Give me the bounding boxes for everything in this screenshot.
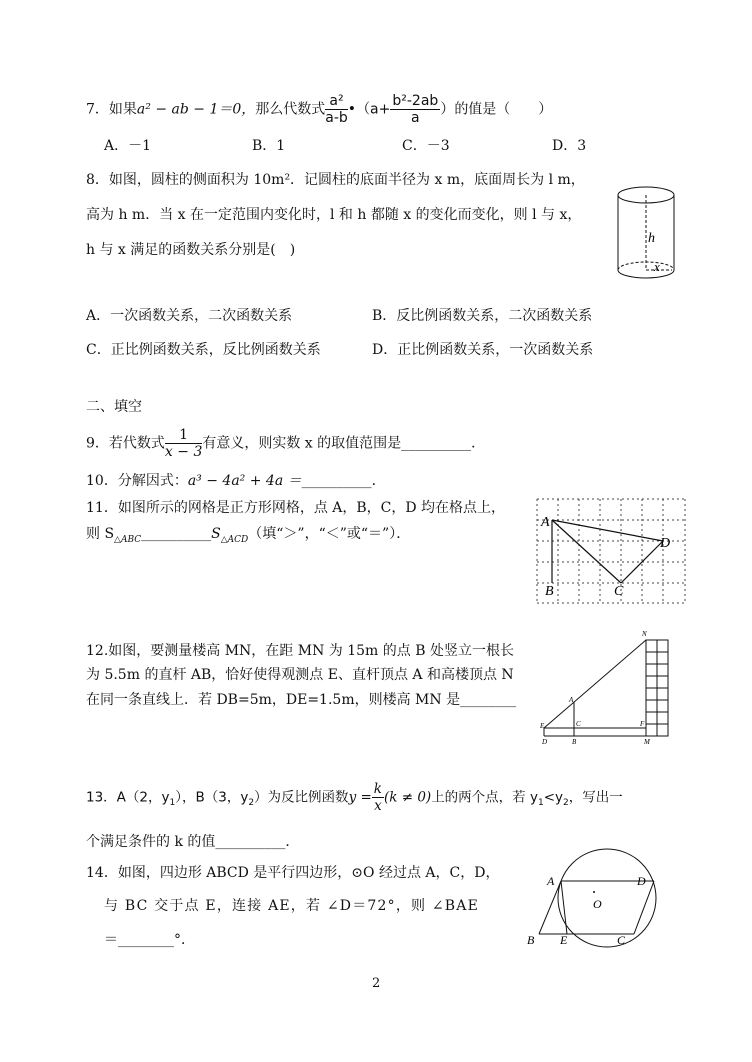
- section-title-fill-in: 二、填空: [86, 399, 142, 415]
- q13-b: ），B（3，y: [175, 789, 249, 806]
- q13-fraction: [372, 781, 384, 814]
- q7-frac1-den: a-b: [325, 110, 348, 126]
- circle-label-o: O: [593, 897, 602, 911]
- q9-line: [86, 427, 485, 460]
- q13-c: ）为反比例函数: [254, 789, 349, 806]
- building-label-f: F: [640, 720, 645, 728]
- q8-line-2: 高为 h m．当 x 在一定范围内变化时，l 和 h 都随 x 的变化而变化，则 l 与 x，: [86, 207, 582, 223]
- q11-then: 则 S: [86, 526, 115, 542]
- q8-option-d: D．正比例函数关系，一次函数关系: [372, 342, 594, 358]
- q13-sub-1: 1: [169, 798, 176, 809]
- cylinder-label-h: h: [648, 231, 655, 246]
- q7-fraction-2: [390, 93, 440, 126]
- circle-label-e: E: [560, 933, 568, 947]
- q7-tail: 的值是（ ）: [454, 101, 553, 118]
- q11-s: S: [211, 526, 221, 542]
- building-label-b: B: [572, 738, 577, 746]
- q13-sub-2: 2: [248, 798, 255, 809]
- page-number: 2: [372, 976, 381, 991]
- q13-a: 13．A（2，y: [86, 789, 170, 806]
- q7-paren-open: （a+: [356, 101, 391, 118]
- q13-line-1: [86, 781, 623, 814]
- building-label-n: N: [642, 630, 647, 638]
- q7-prefix: 7．如果: [86, 101, 137, 118]
- parallelogram-circle-figure: [524, 852, 664, 952]
- q13-line-2: 个满足条件的 k 的值__________．: [86, 834, 300, 850]
- q8-line-3: h 与 x 满足的函数关系分别是( ): [86, 242, 296, 258]
- circle-label-b: B: [527, 933, 535, 947]
- q11-blank: __________: [141, 526, 212, 542]
- circle-label-c: C: [617, 933, 626, 947]
- q8-option-a: A．一次函数关系，二次函数关系: [86, 308, 293, 324]
- q13-frac-den: x: [374, 798, 382, 814]
- cylinder-figure: [608, 186, 688, 286]
- q7-dot: •: [347, 101, 357, 118]
- q10-line: [86, 473, 386, 489]
- grid-figure: [536, 498, 686, 604]
- q13-e: ，写出一: [568, 789, 623, 806]
- q7-line: [86, 93, 552, 126]
- q7-frac2-num: b²-2ab: [392, 93, 439, 109]
- q9-frac-den: x − 3: [164, 444, 203, 460]
- q13-sub-3: 1: [537, 798, 544, 809]
- q13-frac-num: k: [373, 781, 382, 797]
- q7-text: 那么代数式: [255, 101, 326, 118]
- building-label-d: D: [542, 738, 548, 746]
- q7-frac1-num: a²: [325, 93, 348, 110]
- cylinder-label-x: x: [654, 259, 660, 274]
- q8-option-b: B．反比例函数关系，二次函数关系: [372, 308, 593, 324]
- building-label-c: C: [576, 720, 581, 728]
- q10-expression: a³ − 4a² + 4a ＝: [187, 473, 302, 489]
- q9-frac-num: 1: [165, 427, 202, 444]
- q9-fraction: [165, 427, 202, 460]
- q14-line-3: ＝________°．: [104, 932, 195, 948]
- q8-line-1: 8．如图，圆柱的侧面积为 10m²．记圆柱的底面半径为 x m，底面周长为 l m，: [86, 172, 585, 188]
- grid-label-a: A: [541, 515, 550, 530]
- grid-label-c: C: [614, 584, 624, 599]
- q8-option-c: C．正比例函数关系，反比例函数关系: [86, 342, 321, 358]
- building-label-m: M: [644, 738, 650, 746]
- q9-tail: 有意义，则实数 x 的取值范围是__________．: [202, 435, 486, 452]
- q11-sub-abc: △ABC: [114, 534, 142, 545]
- q7-fraction-1: [325, 93, 348, 126]
- q7-option-d: D．3: [552, 138, 587, 154]
- q7-option-b: B．1: [252, 138, 286, 154]
- q11-tail: （填“＞”，“＜”或“＝”）．: [248, 526, 411, 542]
- q9-prefix: 9．若代数式: [86, 435, 165, 452]
- q10-tail: __________．: [301, 473, 386, 489]
- q13-y-eq: y =: [348, 789, 372, 806]
- q7-paren-close: ）: [440, 101, 455, 118]
- q10-prefix: 10．分解因式：: [86, 473, 188, 489]
- q7-option-a: A．－1: [104, 138, 152, 154]
- grid-label-d: D: [660, 536, 671, 551]
- building-label-a: A: [569, 696, 574, 704]
- circle-label-d: D: [637, 874, 646, 888]
- q7-frac2-den: a: [411, 110, 420, 126]
- q14-line-2: 与 BC 交于点 E，连接 AE，若 ∠D＝72°，则 ∠BAE: [104, 898, 480, 914]
- building-figure: [540, 630, 670, 745]
- q13-condition: (k ≠ 0): [383, 789, 432, 806]
- q14-line-1: 14．如图，四边形 ABCD 是平行四边形，⊙O 经过点 A，C，D，: [86, 865, 500, 881]
- grid-label-b: B: [545, 584, 554, 599]
- q7-option-c: C．－3: [402, 138, 450, 154]
- q7-condition: a² − ab − 1＝0，: [136, 101, 256, 118]
- circle-label-a: A: [547, 874, 555, 888]
- q12-line-1: 12.如图，要测量楼高 MN，在距 MN 为 15m 的点 B 处竖立一根长: [86, 643, 514, 659]
- q11-line-2: [86, 526, 410, 548]
- q13-sub-4: 2: [563, 798, 569, 809]
- building-label-e: E: [540, 722, 545, 730]
- q11-sub-acd: △ACD: [220, 534, 249, 545]
- q12-line-3: 在同一条直线上．若 DB=5m，DE=1.5m，则楼高 MN 是________: [86, 692, 517, 708]
- q12-line-2: 为 5.5m 的直杆 AB，恰好使得观测点 E、直杆顶点 A 和高楼顶点 N: [86, 667, 514, 683]
- q13-lt: <y: [543, 789, 564, 806]
- q11-line-1: 11．如图所示的网格是正方形网格，点 A，B，C，D 均在格点上，: [86, 500, 506, 516]
- q13-d: 上的两个点，若 y: [431, 789, 538, 806]
